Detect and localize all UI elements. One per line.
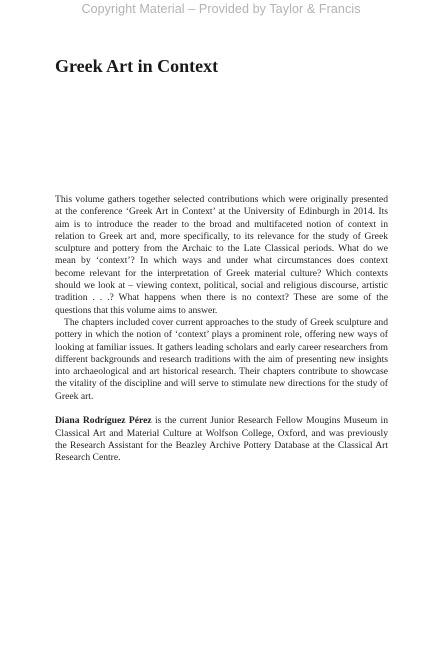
author-bio-text: is the current Junior Research Fellow Mougins Museum in Classical Art and Material Culture at Wolfson College, Oxford, and was previously the Research Assistant for the Beazley Archive Pottery Database at the Classical Art Research Centre. — [55, 415, 388, 464]
book-description — [55, 194, 388, 465]
description-paragraph-2: The chapters included cover current approaches to the study of Greek sculpture and pottery in which the notion of ‘context’ plays a prominent role, offering new ways of looking at familiar issues. It gathers leading scholars and early career researchers from different backgrounds and research traditions with the aim of presenting new insights into archaeological and art historical research. Their chapters contribute to showcase the vitality of the discipline and will serve to stimulate new directions for the study of Greek art. — [55, 316, 388, 402]
book-title: Greek Art in Context — [55, 56, 219, 76]
author-bio — [55, 415, 388, 464]
description-paragraph-1: This volume gathers together selected contributions which were originally presented at the conference ‘Greek Art in Context’ at the University of Edinburgh in 2014. Its aim is to introduce the reader to the broad and multifaceted notion of context in relation to Greek art and, more specifically, to its relevance for the study of Greek sculpture and pottery from the Archaic to the Late Classical periods. What do we mean by ‘context’? In which ways and under what circumstances does context become relevant for the interpretation of Greek material culture? Which contexts should we look at – viewing context, political, social and religious discourse, artistic tradition . . .? What happens when there is no context? These are some of the questions that this volume aims to answer. — [55, 194, 388, 316]
copyright-watermark: Copyright Material – Provided by Taylor & Francis — [81, 2, 361, 16]
author-name: Diana Rodríguez Pérez — [55, 415, 152, 427]
